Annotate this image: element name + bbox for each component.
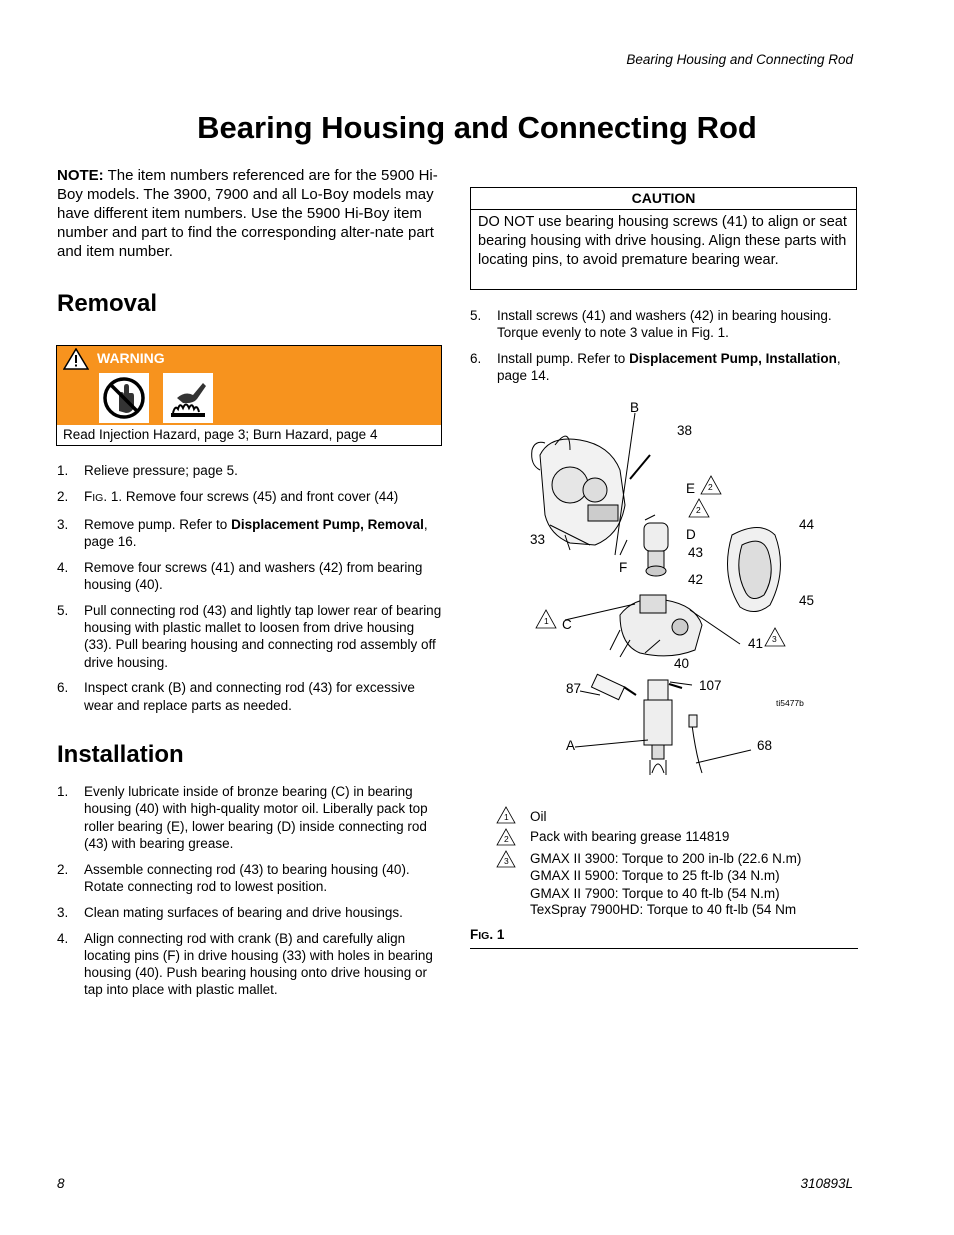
list-item: 6. Inspect crank (B) and connecting rod (43) for excessive wear and replace parts as needed. bbox=[57, 680, 415, 713]
callout-E: E bbox=[686, 481, 696, 496]
legend-item-continued: GMAX II 7900: Torque to 40 ft-lb (54 N.m) bbox=[530, 886, 780, 901]
list-item: 2. FIG. 1. Remove four screws (45) and front cover (44) bbox=[57, 488, 399, 504]
list-item: 5. Pull connecting rod (43) and lightly tap lower rear of bearing housing with plastic mallet to loosen from drive housing (33). Pull bearing housing and connecting rod assembly off drive housing. bbox=[57, 602, 442, 670]
list-item: 4. Align connecting rod with crank (B) and carefully align locating pins (F) in drive housing (33) with holes in bearing housing (40). Push bearing housing onto drive housing or tap into place with plastic mallet. bbox=[57, 930, 433, 998]
callout-45: 45 bbox=[799, 593, 815, 608]
installation-steps-continued bbox=[470, 307, 856, 393]
callout-A: A bbox=[566, 738, 576, 753]
legend-item: GMAX II 3900: Torque to 200 in-lb (22.6 N.m) bbox=[530, 851, 802, 866]
callout-44: 44 bbox=[799, 517, 815, 532]
callout-D: D bbox=[686, 527, 696, 542]
note-paragraph bbox=[57, 166, 442, 261]
list-item: 5. Install screws (41) and washers (42) in bearing housing. Torque evenly to note 3 value in Fig. 1. bbox=[470, 308, 832, 341]
legend-item: Oil bbox=[530, 809, 547, 824]
callout-C: C bbox=[562, 617, 572, 632]
warning-triangle-icon bbox=[63, 348, 89, 370]
callout-87: 87 bbox=[566, 681, 582, 696]
installation-heading: Installation bbox=[57, 741, 184, 768]
note-label: NOTE: bbox=[57, 167, 104, 184]
caption-rule bbox=[470, 948, 858, 949]
document-number: 310893L bbox=[800, 1176, 853, 1191]
caution-text: DO NOT use bearing housing screws (41) to align or seat bearing housing with drive housing. Align these parts with locating pins, to avoid premature bearing wear. bbox=[478, 214, 847, 268]
callout-42: 42 bbox=[688, 572, 704, 587]
callout-43: 43 bbox=[688, 545, 704, 560]
warning-box bbox=[56, 345, 442, 446]
note-text: The item numbers referenced are for the 5900 Hi-Boy models. The 3900, 7900 and all Lo-Boy models may have different item numbers. Use the 5900 Hi-Boy item number and part to find the corresponding alter-nate part and item number. bbox=[57, 167, 438, 260]
callout-41: 41 bbox=[748, 636, 764, 651]
callout-33: 33 bbox=[530, 532, 546, 547]
callout-F: F bbox=[619, 560, 628, 575]
list-item: 2. Assemble connecting rod (43) to bearing housing (40). Rotate connecting rod to lowest position. bbox=[57, 861, 410, 894]
page-number: 8 bbox=[57, 1176, 65, 1191]
burn-hazard-icon bbox=[163, 373, 213, 423]
installation-steps bbox=[57, 783, 442, 1007]
callout-68: 68 bbox=[757, 738, 773, 753]
list-item: 6. Install pump. Refer to Displacement Pump, Installation, page 14. bbox=[470, 351, 841, 384]
removal-heading: Removal bbox=[57, 290, 158, 317]
cross-reference[interactable]: Displacement Pump, Installation bbox=[629, 351, 837, 367]
cross-reference[interactable]: Displacement Pump, Removal bbox=[231, 516, 424, 532]
list-item: 3. Clean mating surfaces of bearing and drive housings. bbox=[57, 904, 403, 920]
warning-label: WARNING bbox=[97, 350, 165, 366]
exploded-view-diagram bbox=[470, 395, 858, 785]
list-item: 4. Remove four screws (41) and washers (42) from bearing housing (40). bbox=[57, 559, 423, 592]
callout-B: B bbox=[630, 400, 640, 415]
list-item: 1. Relieve pressure; page 5. bbox=[57, 463, 238, 478]
warning-banner bbox=[57, 346, 441, 425]
list-item: 3. Remove pump. Refer to Displacement Pump, Removal, page 16. bbox=[57, 516, 428, 549]
warning-text: Read Injection Hazard, page 3; Burn Hazard, page 4 bbox=[63, 427, 378, 442]
callout-38: 38 bbox=[677, 423, 693, 438]
running-header: Bearing Housing and Connecting Rod bbox=[626, 52, 853, 67]
page-title: Bearing Housing and Connecting Rod bbox=[197, 110, 757, 145]
list-item: 1. Evenly lubricate inside of bronze bearing (C) in bearing housing (40) with high-quality motor oil. Liberally pack top roller bearing (E), lower bearing (D) inside connecting rod (43) with bearing grease. bbox=[57, 784, 428, 851]
callout-107: 107 bbox=[699, 678, 722, 693]
legend-item: Pack with bearing grease 114819 bbox=[530, 829, 730, 844]
figure-id: ti5477b bbox=[776, 698, 804, 708]
caution-label: CAUTION bbox=[471, 188, 856, 210]
caution-box bbox=[470, 187, 857, 290]
removal-steps bbox=[57, 462, 442, 723]
figure-caption: FIG. 1 bbox=[470, 927, 505, 942]
no-hand-injection-icon bbox=[99, 373, 149, 423]
callout-40: 40 bbox=[674, 656, 690, 671]
legend-item-continued: GMAX II 5900: Torque to 25 ft-lb (34 N.m) bbox=[530, 868, 780, 883]
legend-item-continued: TexSpray 7900HD: Torque to 40 ft-lb (54 Nm bbox=[530, 902, 797, 917]
